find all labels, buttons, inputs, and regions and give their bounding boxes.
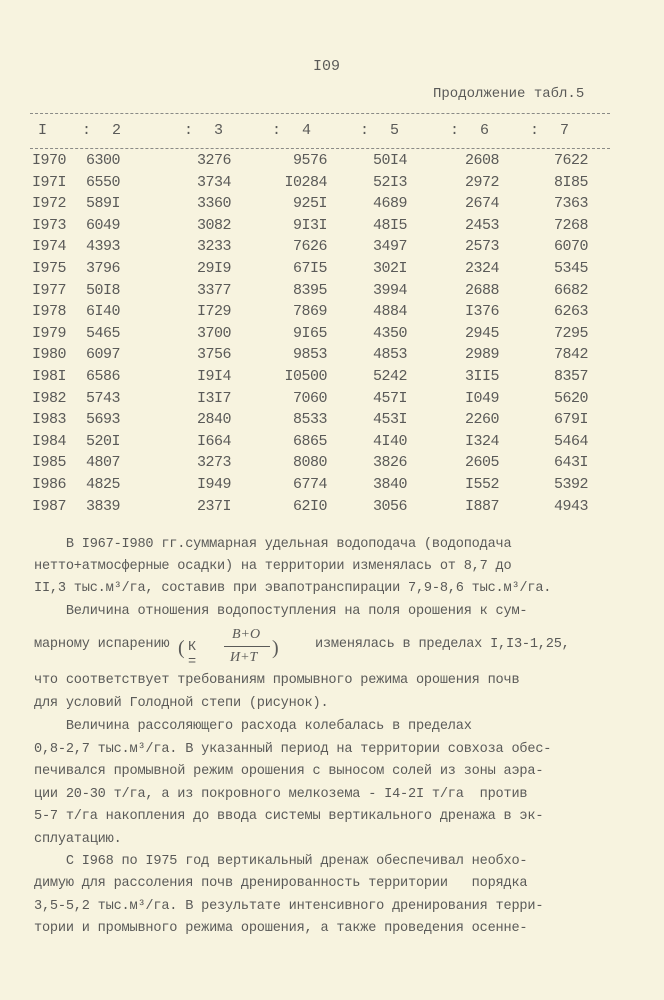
table-caption: Продолжение табл.5	[433, 86, 585, 102]
text-line: печивался промывной режим орошения с выносом солей из зоны аэра-	[34, 764, 544, 779]
value-cell: 5464	[553, 432, 588, 450]
value-cell: 4884	[373, 303, 408, 321]
text-line: тории и промывного режима орошения, а также проведения осенне-	[34, 921, 528, 936]
value-cell: 4393	[86, 238, 121, 256]
formula-right-paren: )	[272, 637, 279, 659]
column-separator: :	[184, 122, 193, 139]
value-cell: 4689	[373, 195, 408, 213]
value-cell: 7869	[292, 303, 327, 321]
value-cell: 589I	[86, 195, 121, 213]
value-cell: I552	[465, 476, 500, 493]
value-cell: 2608	[465, 152, 500, 169]
value-cell: 50I8	[86, 281, 121, 299]
column-header: 6	[480, 122, 489, 139]
value-cell: 8395	[292, 281, 327, 299]
value-cell: 3377	[197, 281, 232, 299]
value-cell: 2989	[465, 346, 500, 364]
column-separator: :	[360, 122, 369, 139]
value-cell: I3I7	[197, 389, 232, 407]
value-cell: 6070	[553, 238, 588, 256]
value-cell: 6865	[292, 432, 327, 450]
value-cell: 2453	[465, 216, 500, 234]
value-cell: 6682	[553, 281, 588, 299]
value-cell: I9I4	[197, 368, 232, 385]
formula-numerator: В+О	[232, 627, 261, 642]
value-cell: 3276	[197, 152, 232, 169]
year-cell: I980	[32, 346, 67, 364]
value-cell: 9I3I	[292, 216, 327, 234]
value-cell: 5392	[553, 476, 588, 493]
value-cell: 48I5	[373, 216, 408, 234]
table-row	[0, 411, 664, 432]
value-cell: 4807	[86, 454, 121, 472]
value-cell: 3734	[197, 173, 232, 191]
value-cell: 9576	[292, 152, 327, 169]
value-cell: 2688	[465, 281, 500, 299]
column-header: 2	[112, 122, 121, 139]
year-cell: I98I	[32, 368, 67, 385]
value-cell: 3756	[197, 346, 232, 364]
table-row	[0, 217, 664, 238]
table-row	[0, 152, 664, 173]
value-cell: 5693	[86, 411, 121, 429]
value-cell: 3497	[373, 238, 408, 256]
fraction-bar	[224, 646, 270, 647]
value-cell: 6774	[292, 476, 327, 493]
year-cell: I972	[32, 195, 67, 213]
year-cell: I986	[32, 476, 67, 493]
table-row	[0, 368, 664, 389]
value-cell: 9I65	[292, 324, 327, 342]
value-cell: 7268	[553, 216, 588, 234]
value-cell: 7626	[292, 238, 327, 256]
table-header-rule	[30, 148, 610, 149]
table-header-row	[0, 122, 664, 143]
value-cell: 8357	[553, 368, 588, 385]
column-separator: :	[450, 122, 459, 139]
value-cell: 679I	[553, 411, 588, 429]
text-line: что соответствует требованиям промывного режима орошения почв	[34, 673, 520, 688]
value-cell: 925I	[292, 195, 327, 213]
year-cell: I982	[32, 389, 67, 407]
value-cell: 3840	[373, 476, 408, 493]
table-row	[0, 454, 664, 475]
table-row	[0, 174, 664, 195]
column-header: I	[38, 122, 47, 139]
table-row	[0, 346, 664, 367]
value-cell: 3826	[373, 454, 408, 472]
value-cell: 3II5	[465, 368, 500, 385]
text-line: Величина рассоляющего расхода колебалась в пределах	[34, 719, 472, 734]
text-line: нетто+атмосферные осадки) на территории изменялась от 8,7 до	[34, 559, 512, 574]
value-cell: 2945	[465, 324, 500, 342]
value-cell: 7295	[553, 324, 588, 342]
value-cell: 6097	[86, 346, 121, 364]
year-cell: I974	[32, 238, 67, 256]
value-cell: 6I40	[86, 303, 121, 321]
value-cell: 2674	[465, 195, 500, 213]
value-cell: 6550	[86, 173, 121, 191]
table-top-rule	[30, 113, 610, 114]
value-cell: 3233	[197, 238, 232, 256]
table-row	[0, 195, 664, 216]
value-cell: 5743	[86, 389, 121, 407]
year-cell: I987	[32, 497, 67, 515]
column-separator: :	[82, 122, 91, 139]
text-line: ции 20-30 т/га, а из покровного мелкозема - I4-2I т/га против	[34, 787, 528, 802]
formula-k: К =	[188, 640, 197, 670]
value-cell: 6586	[86, 368, 121, 385]
value-cell: 520I	[86, 432, 121, 450]
value-cell: 2573	[465, 238, 500, 256]
year-cell: I983	[32, 411, 67, 429]
value-cell: 3700	[197, 324, 232, 342]
column-header: 5	[390, 122, 399, 139]
value-cell: 8533	[292, 411, 327, 429]
value-cell: 3839	[86, 497, 121, 515]
value-cell: 62I0	[292, 497, 327, 515]
value-cell: 4943	[553, 497, 588, 515]
value-cell: 6049	[86, 216, 121, 234]
year-cell: I975	[32, 260, 67, 277]
year-cell: I985	[32, 454, 67, 472]
value-cell: 29I9	[197, 260, 232, 277]
table-row	[0, 260, 664, 281]
year-cell: I97I	[32, 173, 67, 191]
value-cell: I887	[465, 497, 500, 515]
table-row	[0, 390, 664, 411]
value-cell: 7060	[292, 389, 327, 407]
value-cell: I949	[197, 476, 232, 493]
value-cell: I0284	[284, 173, 327, 191]
table-row	[0, 476, 664, 497]
value-cell: 2260	[465, 411, 500, 429]
value-cell: 3360	[197, 195, 232, 213]
value-cell: 7622	[553, 152, 588, 169]
column-header: 7	[560, 122, 569, 139]
value-cell: 7842	[553, 346, 588, 364]
table-row	[0, 325, 664, 346]
value-cell: 52I3	[373, 173, 408, 191]
value-cell: 4853	[373, 346, 408, 364]
text-line: димую для рассоления почв дренированность территории порядка	[34, 876, 528, 891]
value-cell: 4350	[373, 324, 408, 342]
value-cell: 6263	[553, 303, 588, 321]
value-cell: 5620	[553, 389, 588, 407]
value-cell: 302I	[373, 260, 408, 277]
formula-lead-text: марному испарению	[34, 637, 170, 652]
value-cell: 3273	[197, 454, 232, 472]
text-line: сплуатацию.	[34, 832, 122, 847]
value-cell: 237I	[197, 497, 232, 515]
value-cell: I376	[465, 303, 500, 321]
text-line: 0,8-2,7 тыс.м³/га. В указанный период на территории совхоза обес-	[34, 742, 552, 757]
text-line: В I967-I980 гг.суммарная удельная водоподача (водоподача	[34, 537, 512, 552]
table-row	[0, 498, 664, 519]
column-separator: :	[530, 122, 539, 139]
value-cell: I049	[465, 389, 500, 407]
formula-denominator: И+Т	[230, 650, 258, 665]
value-cell: 6300	[86, 152, 121, 169]
column-header: 4	[302, 122, 311, 139]
value-cell: 8080	[292, 454, 327, 472]
value-cell: 3056	[373, 497, 408, 515]
year-cell: I979	[32, 324, 67, 342]
formula-left-paren: (	[178, 637, 185, 659]
value-cell: I729	[197, 303, 232, 321]
value-cell: 643I	[553, 454, 588, 472]
value-cell: I0500	[284, 368, 327, 385]
column-separator: :	[272, 122, 281, 139]
value-cell: 453I	[373, 411, 408, 429]
value-cell: I324	[465, 432, 500, 450]
value-cell: 2840	[197, 411, 232, 429]
table-row	[0, 303, 664, 324]
value-cell: 5242	[373, 368, 408, 385]
column-header: 3	[214, 122, 223, 139]
value-cell: 9853	[292, 346, 327, 364]
value-cell: 2972	[465, 173, 500, 191]
value-cell: 7363	[553, 195, 588, 213]
value-cell: 3082	[197, 216, 232, 234]
text-line: для условий Голодной степи (рисунок).	[34, 696, 329, 711]
value-cell: 3796	[86, 260, 121, 277]
text-line: 3,5-5,2 тыс.м³/га. В результате интенсивного дренирования терри-	[34, 899, 544, 914]
value-cell: 4I40	[373, 432, 408, 450]
value-cell: 5345	[553, 260, 588, 277]
year-cell: I978	[32, 303, 67, 321]
value-cell: 2324	[465, 260, 500, 277]
table-row	[0, 238, 664, 259]
value-cell: 8I85	[553, 173, 588, 191]
value-cell: I664	[197, 432, 232, 450]
value-cell: 457I	[373, 389, 408, 407]
value-cell: 3994	[373, 281, 408, 299]
text-line: II,3 тыс.м³/га, составив при эвапотранспирации 7,9-8,6 тыс.м³/га.	[34, 581, 552, 596]
table-row	[0, 433, 664, 454]
value-cell: 2605	[465, 454, 500, 472]
value-cell: 4825	[86, 476, 121, 493]
table-row	[0, 282, 664, 303]
year-cell: I973	[32, 216, 67, 234]
text-line: 5-7 т/га накопления до ввода системы вертикального дренажа в эк-	[34, 809, 544, 824]
page-number: I09	[313, 58, 341, 75]
text-line: С I968 по I975 год вертикальный дренаж обеспечивал необхо-	[34, 854, 528, 869]
value-cell: 5465	[86, 324, 121, 342]
year-cell: I984	[32, 432, 67, 450]
year-cell: I970	[32, 152, 67, 169]
value-cell: 67I5	[292, 260, 327, 277]
value-cell: 50I4	[373, 152, 408, 169]
year-cell: I977	[32, 281, 67, 299]
formula-tail-text: изменялась в пределах I,I3-1,25,	[315, 637, 570, 652]
text-line: Величина отношения водопоступления на поля орошения к сум-	[34, 604, 528, 619]
